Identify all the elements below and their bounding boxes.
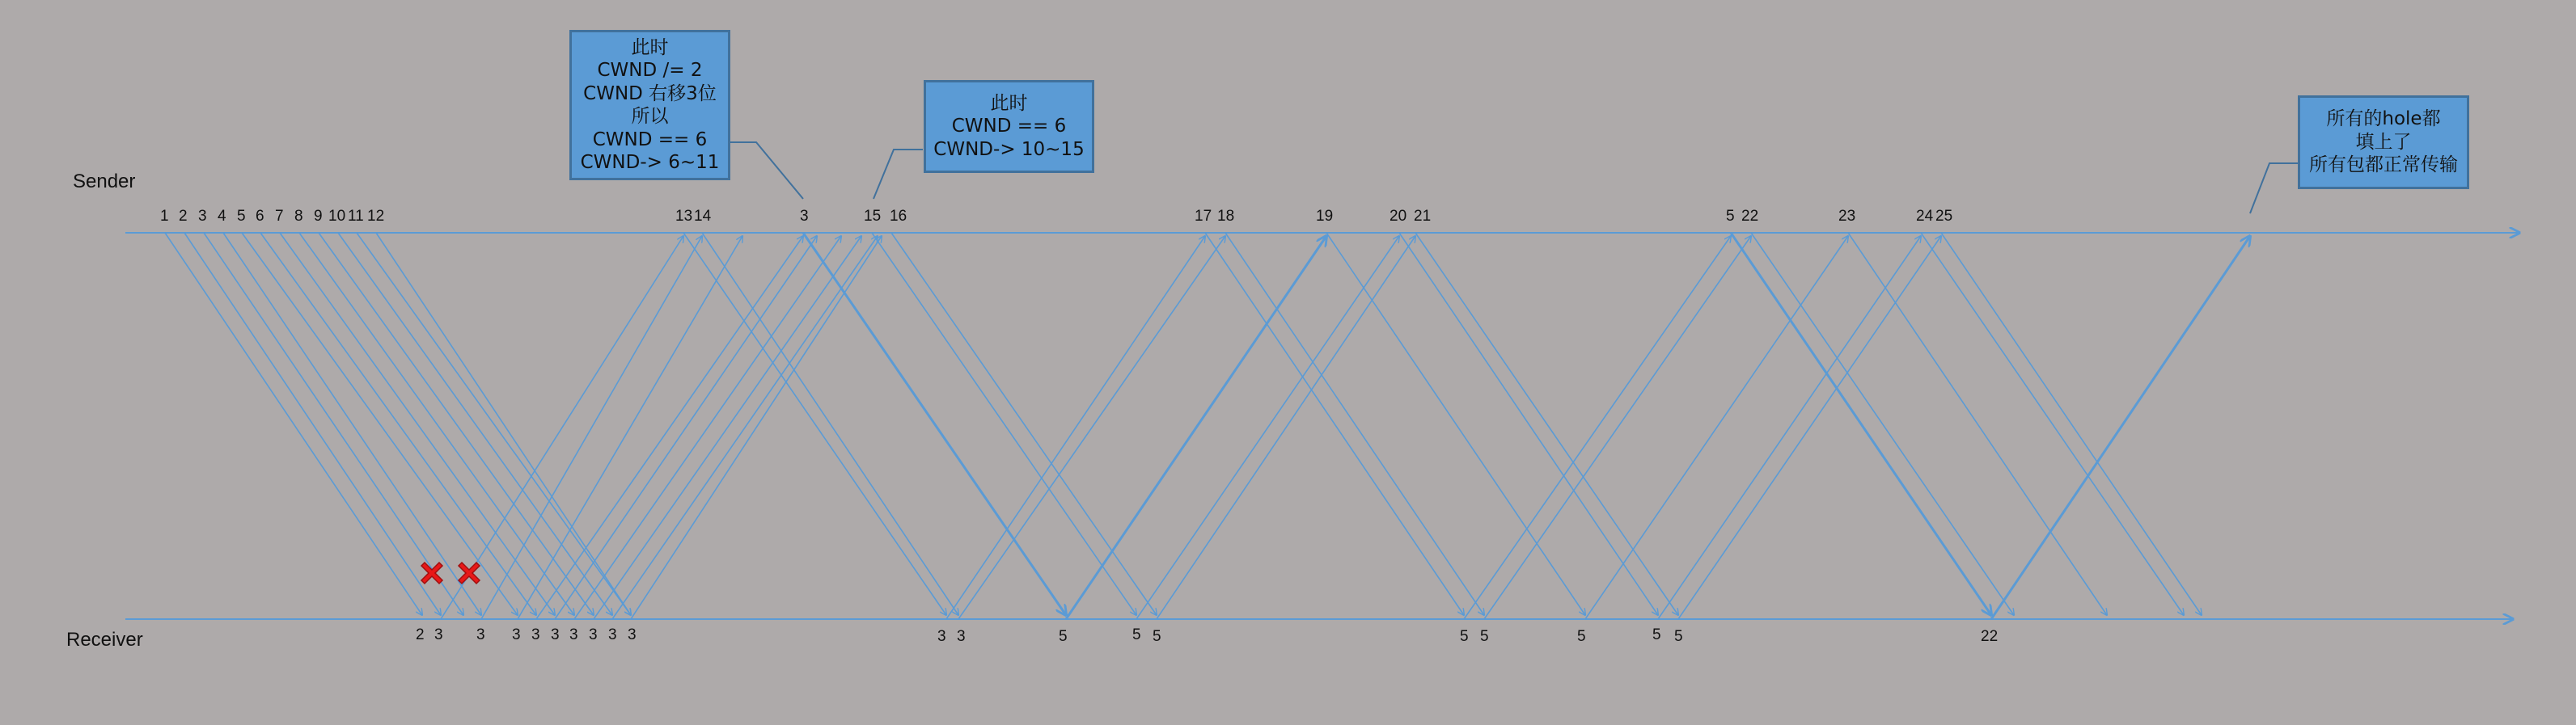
- sender-seq-label: 15: [864, 208, 882, 225]
- sender-seq-label: 10: [328, 208, 346, 225]
- sender-seq-label: 14: [694, 208, 712, 225]
- receiver-ack-label: 3: [531, 626, 540, 643]
- callout-line: CWND == 6: [951, 116, 1067, 137]
- sender-seq-label: 13: [675, 208, 693, 225]
- sender-seq-label: 18: [1217, 208, 1235, 225]
- segment-8: [299, 233, 574, 615]
- callout-leader: [2250, 163, 2298, 213]
- ack-22-bold: [1991, 236, 2250, 619]
- segment-23: [1848, 233, 2107, 615]
- sender-seq-label: 8: [294, 208, 303, 225]
- callout-line: 所有包都正常传输: [2309, 154, 2458, 176]
- callout-line: 此时: [631, 36, 669, 58]
- ack-line: [594, 236, 861, 619]
- sender-seq-label: 2: [179, 208, 188, 225]
- acks-burst-2: [946, 236, 1415, 619]
- segment-20: [1399, 233, 1658, 615]
- sender-seq-label: 9: [314, 208, 323, 225]
- sender-seq-label: 6: [256, 208, 264, 225]
- sender-seq-label: 3: [198, 208, 207, 225]
- segment-18: [1225, 233, 1484, 615]
- ack-line: [536, 236, 803, 619]
- ack-5-bold: [1066, 236, 1326, 619]
- receiver-ack-label: 5: [1153, 628, 1161, 645]
- ack-line: [1678, 236, 1941, 619]
- sender-seq-label: 3: [800, 208, 809, 225]
- segments-burst-1: [165, 233, 631, 615]
- segment-4: [223, 233, 481, 615]
- sender-labels: [160, 208, 1952, 225]
- sender-seq-label: 5: [1726, 208, 1735, 225]
- ack-line: [1585, 236, 1848, 619]
- receiver-ack-label: 3: [512, 626, 521, 643]
- retransmit-5: [1731, 233, 1991, 615]
- callout-line: CWND /= 2: [597, 60, 703, 81]
- receiver-ack-label: 5: [1674, 628, 1683, 645]
- callout-cwnd-window: [924, 80, 1094, 173]
- callout-line: CWND-> 6~11: [580, 152, 720, 173]
- ack-line: [1658, 236, 1921, 619]
- receiver-ack-label: 5: [1577, 628, 1586, 645]
- receiver-ack-label: 3: [628, 626, 637, 643]
- receiver-ack-label: 5: [1480, 628, 1489, 645]
- sender-seq-label: 22: [1741, 208, 1759, 225]
- sender-seq-label: 4: [218, 208, 226, 225]
- receiver-labels: [416, 626, 1998, 645]
- segment-22: [1751, 233, 2014, 615]
- segment-24: [1921, 233, 2184, 615]
- loss-icon: [421, 563, 442, 584]
- callout-line: CWND 右移3位: [583, 82, 717, 104]
- callout-cwnd-shrink: [569, 30, 730, 180]
- receiver-ack-label: 3: [434, 626, 443, 643]
- receiver-ack-label: 3: [957, 628, 966, 645]
- sender-seq-label: 11: [348, 208, 364, 225]
- ack-line: [1136, 236, 1399, 619]
- segment-15: [872, 233, 1136, 615]
- sender-seq-label: 23: [1838, 208, 1856, 225]
- segments-burst-4: [1751, 233, 2202, 615]
- receiver-ack-label: 5: [1460, 628, 1469, 645]
- sender-seq-label: 17: [1195, 208, 1212, 225]
- receiver-ack-label: 22: [1981, 628, 1999, 645]
- sender-seq-label: 7: [275, 208, 284, 225]
- sender-seq-label: 5: [237, 208, 246, 225]
- sender-seq-label: 12: [367, 208, 385, 225]
- callout-line: 填上了: [2355, 131, 2412, 153]
- callout-line: 所以: [631, 106, 669, 127]
- receiver-ack-label: 5: [1059, 628, 1068, 645]
- segment-17: [1205, 233, 1464, 615]
- ack-line: [574, 236, 841, 619]
- acks-burst-1: [441, 236, 882, 619]
- receiver-ack-label: 2: [416, 626, 425, 643]
- segments-burst-3: [1205, 233, 1678, 615]
- callout-line: CWND == 6: [592, 129, 708, 150]
- segment-7: [280, 233, 555, 615]
- ack-line: [555, 236, 817, 619]
- sender-label: Sender: [73, 171, 136, 192]
- sender-seq-label: 19: [1316, 208, 1334, 225]
- ack-line: [518, 236, 742, 619]
- receiver-ack-label: 3: [589, 626, 598, 643]
- receiver-ack-label: 3: [551, 626, 560, 643]
- receiver-ack-label: 3: [608, 626, 617, 643]
- segment-13: [683, 233, 946, 615]
- ack-line: [1484, 236, 1751, 619]
- receiver-ack-label: 5: [1132, 626, 1141, 643]
- segment-25: [1941, 233, 2202, 615]
- segment-16: [891, 233, 1157, 615]
- callout-line: 所有的hole都: [2326, 108, 2441, 130]
- ack-line: [1464, 236, 1731, 619]
- sender-seq-label: 1: [160, 208, 169, 225]
- callout-leader: [729, 142, 803, 199]
- retransmit-3: [803, 233, 1066, 615]
- segment-3: [204, 233, 463, 615]
- sender-seq-label: 20: [1390, 208, 1407, 225]
- sender-seq-label: 21: [1414, 208, 1432, 225]
- receiver-ack-label: 3: [569, 626, 578, 643]
- receiver-label: Receiver: [66, 629, 143, 651]
- ack-line: [958, 236, 1225, 619]
- callout-leader: [873, 150, 923, 199]
- segments-burst-2: [683, 233, 1157, 615]
- receiver-ack-label: 5: [1652, 626, 1661, 643]
- segment-2: [184, 233, 441, 615]
- receiver-ack-label: 3: [476, 626, 485, 643]
- sender-seq-label: 25: [1935, 208, 1953, 225]
- callout-line: 此时: [990, 92, 1028, 114]
- ack-line: [946, 236, 1205, 619]
- callout-holes-filled: [2298, 95, 2469, 189]
- receiver-ack-label: 3: [937, 628, 946, 645]
- segment-1: [165, 233, 422, 615]
- segment-9: [319, 233, 594, 615]
- segment-12: [376, 233, 631, 615]
- sender-seq-label: 24: [1916, 208, 1934, 225]
- acks-burst-3: [1464, 236, 1941, 619]
- ack-line: [612, 236, 878, 619]
- sender-seq-label: 16: [890, 208, 907, 225]
- callout-line: CWND-> 10~15: [933, 138, 1085, 160]
- segment-14: [702, 233, 958, 615]
- loss-icon: [459, 563, 480, 584]
